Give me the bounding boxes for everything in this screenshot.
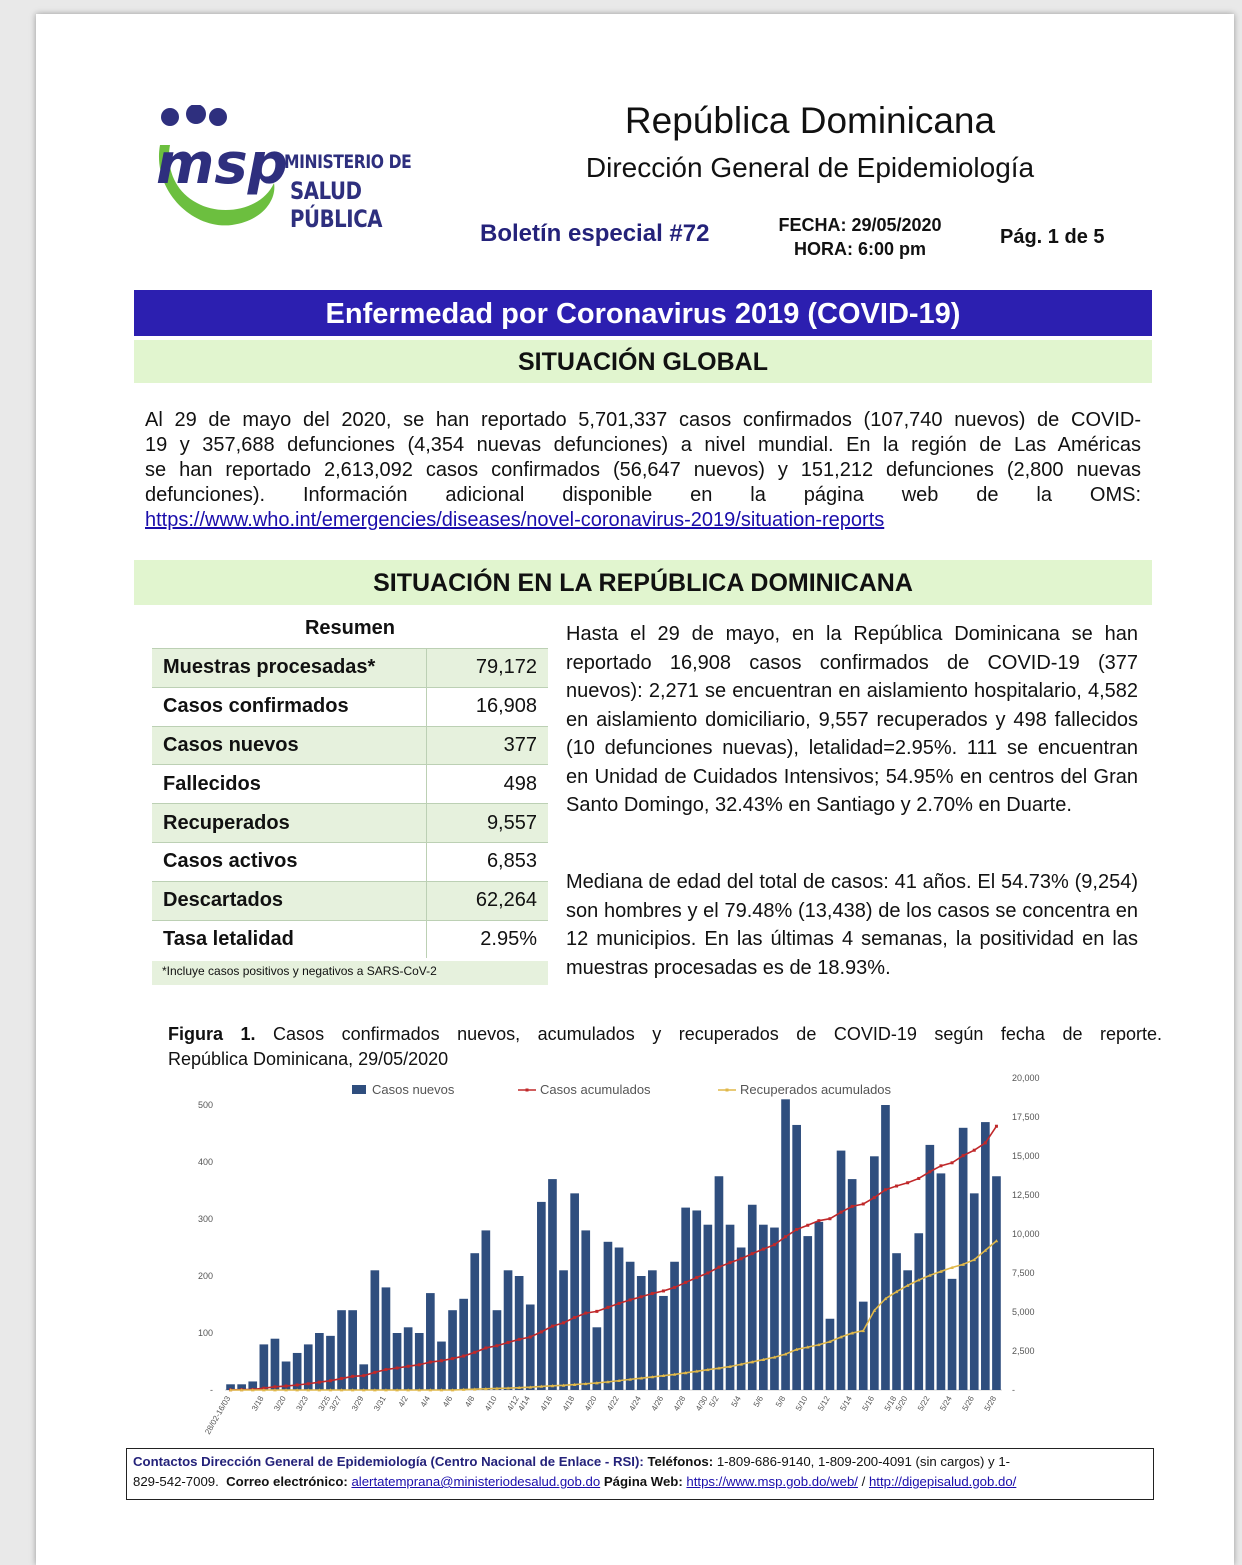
bar: [593, 1327, 602, 1390]
cumulative-point: [373, 1371, 376, 1374]
cumulative-point: [606, 1306, 609, 1309]
x-tick-label: 5/8: [773, 1394, 788, 1409]
table-row: [152, 687, 548, 726]
summary-label: Muestras procesadas*: [152, 649, 427, 688]
table-row: [152, 726, 548, 765]
cumulative-point: [329, 1379, 332, 1382]
x-tick-label: 4/28: [671, 1394, 688, 1413]
cumulative-point: [362, 1374, 365, 1377]
web-link-digepisalud[interactable]: http://digepisalud.gob.do/: [868, 1474, 1017, 1489]
cumulative-point: [939, 1164, 942, 1167]
bar: [870, 1156, 879, 1390]
x-tick-label: 4/12: [505, 1394, 521, 1413]
cumulative-point: [673, 1286, 676, 1289]
x-tick-label: 5/22: [915, 1394, 932, 1413]
legend-label: Recuperados acumulados: [740, 1082, 892, 1097]
bar: [426, 1293, 435, 1390]
bar: [970, 1193, 979, 1390]
cumulative-point: [540, 1330, 543, 1333]
bar: [826, 1319, 835, 1390]
x-tick-label: 4/4: [418, 1394, 433, 1409]
left-tick-label: 100: [197, 1328, 213, 1338]
bar: [903, 1270, 912, 1390]
x-tick-label: 4/30: [693, 1394, 710, 1413]
bar: [260, 1344, 269, 1390]
bar: [482, 1230, 491, 1390]
x-tick-label: 3/20: [272, 1394, 288, 1413]
cumulative-point: [640, 1295, 643, 1298]
bar: [271, 1339, 280, 1390]
bar: [526, 1305, 535, 1391]
cumulative-point: [507, 1341, 510, 1344]
phones-cont: 829-542-7009.: [133, 1474, 219, 1489]
bar: [493, 1310, 502, 1390]
x-tick-label: 4/16: [538, 1394, 555, 1413]
contacts-org: Contactos Dirección General de Epidemiología (Centro Nacional de Enlace - RSI):: [133, 1454, 644, 1469]
msp-logo: [152, 105, 452, 233]
cumulative-point: [817, 1219, 820, 1222]
bar: [937, 1173, 946, 1390]
bar: [959, 1128, 968, 1390]
bar: [881, 1105, 890, 1390]
global-heading: SITUACIÓN GLOBAL: [134, 340, 1152, 383]
summary-value: 6,853: [427, 842, 549, 881]
cumulative-point: [551, 1325, 554, 1328]
figure-label: Figura 1.: [168, 1024, 256, 1044]
logo-line2: SALUD PÚBLICA: [290, 177, 383, 233]
email-link[interactable]: alertatemprana@ministeriodesalud.gob.do: [351, 1474, 601, 1489]
bar: [559, 1270, 568, 1390]
cumulative-point: [629, 1298, 632, 1301]
x-tick-label: 3/18: [249, 1394, 266, 1413]
bar: [648, 1270, 657, 1390]
global-paragraph: [145, 408, 1141, 533]
x-tick-label: 3/25: [316, 1394, 333, 1413]
right-tick-label: 12,500: [1012, 1190, 1040, 1200]
bar: [382, 1287, 391, 1390]
bar: [470, 1253, 479, 1390]
summary-table: [152, 648, 548, 958]
bar: [715, 1176, 724, 1390]
summary-label: Descartados: [152, 881, 427, 920]
summary-label: Casos nuevos: [152, 726, 427, 765]
summary-footnote: *Incluye casos positivos y negativos a SARS-CoV-2: [152, 961, 548, 985]
cumulative-point: [873, 1196, 876, 1199]
cumulative-point: [351, 1375, 354, 1378]
global-line: Al 29 de mayo del 2020, se han reportado 5,701,337 casos confirmados (107,740 nuevos) de COVID-: [145, 409, 1141, 431]
bar: [404, 1327, 413, 1390]
bar: [448, 1310, 457, 1390]
summary-value: 9,557: [427, 804, 549, 843]
cumulative-point: [951, 1161, 954, 1164]
cumulative-point: [740, 1257, 743, 1260]
cumulative-point: [462, 1355, 465, 1358]
right-tick-label: 17,500: [1012, 1112, 1040, 1122]
cumulative-point: [862, 1202, 865, 1205]
cumulative-point: [495, 1344, 498, 1347]
bar: [892, 1253, 901, 1390]
logo-line1: MINISTERIO DE: [284, 151, 412, 173]
bar: [415, 1333, 424, 1390]
cumulative-point: [851, 1205, 854, 1208]
bar: [859, 1302, 868, 1390]
legend-marker: [526, 1089, 529, 1092]
x-tick-label: 3/29: [349, 1394, 366, 1413]
cumulative-point: [584, 1312, 587, 1315]
bar: [637, 1276, 646, 1390]
cumulative-point: [396, 1367, 399, 1370]
left-tick-label: 200: [197, 1271, 213, 1281]
figure-caption-line2: República Dominicana, 29/05/2020: [168, 1049, 449, 1069]
cumulative-point: [840, 1211, 843, 1214]
cumulative-point: [962, 1154, 965, 1157]
cumulative-point: [273, 1385, 276, 1388]
x-tick-label: 3/27: [327, 1394, 344, 1413]
cumulative-point: [695, 1276, 698, 1279]
x-tick-label: 4/6: [440, 1394, 455, 1409]
cumulative-point: [407, 1365, 410, 1368]
bulletin-date: FECHA: 29/05/2020: [778, 215, 942, 235]
right-tick-label: 10,000: [1012, 1229, 1040, 1239]
bar: [770, 1228, 779, 1390]
x-tick-label: 5/4: [729, 1394, 743, 1409]
table-row: [152, 804, 548, 843]
phones-label: Teléfonos:: [647, 1454, 714, 1469]
table-row: [152, 765, 548, 804]
figure-caption-line1: Casos confirmados nuevos, acumulados y recuperados de COVID-19 según fecha de reporte.: [273, 1024, 1162, 1044]
bar: [981, 1122, 990, 1390]
summary-value: 62,264: [427, 881, 549, 920]
bar: [992, 1176, 1001, 1390]
x-tick-label: 4/22: [605, 1394, 621, 1413]
bar: [692, 1210, 701, 1390]
covid-chart: [180, 1068, 1060, 1440]
summary-value: 377: [427, 726, 549, 765]
right-tick-label: 20,000: [1012, 1073, 1040, 1083]
cumulative-point: [928, 1170, 931, 1173]
x-tick-label: 4/8: [463, 1394, 477, 1409]
cumulative-point: [773, 1243, 776, 1246]
bar: [781, 1099, 790, 1390]
legend-swatch: [352, 1085, 366, 1094]
web-link-msp[interactable]: https://www.msp.gob.do/web/: [686, 1474, 858, 1489]
table-row: [152, 842, 548, 881]
banner-title: Enfermedad por Coronavirus 2019 (COVID-19): [134, 290, 1152, 336]
cumulative-point: [429, 1361, 432, 1364]
cumulative-point: [984, 1141, 987, 1144]
cumulative-point: [595, 1310, 598, 1313]
bulletin-datetime: [760, 213, 960, 261]
cumulative-point: [729, 1261, 732, 1264]
right-tick-label: 2,500: [1012, 1346, 1035, 1356]
legend-marker: [726, 1089, 729, 1092]
summary-value: 79,172: [427, 649, 549, 688]
cumulative-point: [529, 1336, 532, 1339]
cumulative-point: [518, 1338, 521, 1341]
legend-label: Casos acumulados: [540, 1082, 651, 1097]
x-tick-label: 5/6: [751, 1394, 766, 1409]
bar: [615, 1248, 624, 1391]
x-tick-label: 5/16: [860, 1394, 877, 1413]
bar: [626, 1262, 635, 1390]
table-row: [152, 920, 548, 958]
header-country: República Dominicana: [624, 100, 996, 141]
cumulative-point: [384, 1368, 387, 1371]
bar: [459, 1299, 468, 1390]
figure-caption: [168, 1022, 1162, 1072]
bar: [803, 1236, 812, 1390]
cumulative-point: [784, 1235, 787, 1238]
bar: [681, 1208, 690, 1390]
bar: [359, 1364, 368, 1390]
summary-value: 2.95%: [427, 920, 549, 958]
dr-paragraph-1: Hasta el 29 de mayo, en la República Dominicana se han reportado 16,908 casos confirmados de COVID-19 (377 nuevos): 2,271 se encuentran en aislamiento hospitalario, 4,582 en aislamiento domiciliario, 9,557 recuperados y 498 fallecidos (10 defunciones nuevas), letalidad=2.95%. 111 se encuentran en Unidad de Cuidados Intensivos; 54.95% en centros del Gran Santo Domingo, 32.43% en Santiago y 2.70% en Duarte.: [566, 623, 1138, 816]
page-number: Pág. 1 de 5: [1000, 226, 1105, 248]
bar: [581, 1230, 590, 1390]
left-tick-label: 400: [197, 1157, 213, 1167]
bar: [548, 1179, 557, 1390]
right-tick-label: -: [1012, 1385, 1015, 1395]
x-tick-label: 5/10: [793, 1394, 810, 1413]
x-tick-label: 4/10: [483, 1394, 499, 1413]
dr-paragraph-2: Mediana de edad del total de casos: 41 años. El 54.73% (9,254) son hombres y el 79.48% (13,438) de los casos se concentra en 12 municipios. En las últimas 4 semanas, la positividad en las muestras procesadas es de 18.93%.: [566, 871, 1138, 979]
x-tick-label: 5/24: [938, 1394, 954, 1413]
bar: [837, 1151, 846, 1390]
global-line: defunciones). Información adicional disponible en la página web de la OMS:: [145, 484, 1141, 506]
bar: [348, 1310, 357, 1390]
x-tick-label: 5/12: [816, 1394, 832, 1413]
x-tick-label: 5/26: [960, 1394, 976, 1413]
cumulative-point: [418, 1363, 421, 1366]
cumulative-point: [296, 1384, 299, 1387]
bar: [704, 1225, 713, 1390]
bar: [670, 1262, 679, 1390]
bar: [515, 1276, 524, 1390]
who-link[interactable]: https://www.who.int/emergencies/diseases/novel-coronavirus-2019/situation-reports: [145, 509, 885, 531]
bar: [604, 1242, 613, 1390]
cumulative-point: [973, 1149, 976, 1152]
cumulative-point: [917, 1177, 920, 1180]
bar: [537, 1202, 546, 1390]
global-line: se han reportado 2,613,092 casos confirmados (56,647 nuevos) y 151,212 defunciones (2,800 nuevas: [145, 459, 1141, 481]
left-tick-label: -: [210, 1385, 213, 1395]
bar: [948, 1279, 957, 1390]
cumulative-point: [285, 1385, 288, 1388]
cumulative-point: [618, 1302, 621, 1305]
x-tick-label: 5/20: [893, 1394, 910, 1413]
x-tick-label: 28/02-16/03: [203, 1394, 233, 1436]
cumulative-point: [906, 1181, 909, 1184]
x-tick-label: 4/14: [516, 1394, 532, 1413]
cumulative-point: [995, 1125, 998, 1128]
summary-label: Tasa letalidad: [152, 920, 427, 958]
x-tick-label: 3/23: [294, 1394, 310, 1413]
bar: [393, 1333, 402, 1390]
cumulative-point: [662, 1289, 665, 1292]
x-tick-label: 5/28: [982, 1394, 999, 1413]
summary-value: 498: [427, 765, 549, 804]
x-tick-label: 4/2: [396, 1394, 410, 1409]
cumulative-point: [795, 1228, 798, 1231]
cumulative-point: [884, 1188, 887, 1191]
cumulative-point: [651, 1292, 654, 1295]
cumulative-point: [806, 1224, 809, 1227]
summary-label: Casos confirmados: [152, 687, 427, 726]
legend-label: Casos nuevos: [372, 1082, 455, 1097]
cumulative-point: [307, 1382, 310, 1385]
cumulative-point: [484, 1346, 487, 1349]
right-tick-label: 5,000: [1012, 1307, 1035, 1317]
x-tick-label: 5/14: [838, 1394, 854, 1413]
summary-label: Casos activos: [152, 842, 427, 881]
summary-label: Recuperados: [152, 804, 427, 843]
x-tick-label: 3/31: [372, 1394, 388, 1413]
cumulative-point: [762, 1248, 765, 1251]
cumulative-point: [562, 1321, 565, 1324]
dr-heading: SITUACIÓN EN LA REPÚBLICA DOMINICANA: [134, 560, 1152, 605]
phones: 1-809-686-9140, 1-809-200-4091 (sin cargos) y 1-: [716, 1454, 1011, 1469]
svg-text:msp: msp: [156, 132, 288, 197]
bar: [570, 1193, 579, 1390]
global-line: 19 y 357,688 defunciones (4,354 nuevas defunciones) a nivel mundial. En la región de Las Américas: [145, 434, 1141, 456]
summary-title: Resumen: [304, 617, 396, 639]
bar: [815, 1222, 824, 1390]
bar: [848, 1179, 857, 1390]
web-separator: /: [861, 1474, 866, 1489]
x-tick-label: 4/26: [649, 1394, 666, 1413]
cumulative-point: [706, 1272, 709, 1275]
cumulative-point: [440, 1359, 443, 1362]
cumulative-point: [684, 1281, 687, 1284]
bar: [737, 1248, 746, 1391]
contacts-box: [126, 1448, 1154, 1500]
bar: [437, 1342, 446, 1390]
bar: [926, 1145, 935, 1390]
left-tick-label: 300: [197, 1214, 213, 1224]
x-tick-label: 4/20: [582, 1394, 599, 1413]
x-tick-label: 5/2: [707, 1394, 721, 1409]
x-tick-label: 5/18: [882, 1394, 899, 1413]
cumulative-point: [340, 1377, 343, 1380]
bulletin-time: HORA: 6:00 pm: [793, 239, 927, 259]
cumulative-point: [895, 1185, 898, 1188]
x-tick-label: 4/24: [627, 1394, 643, 1413]
cumulative-point: [717, 1266, 720, 1269]
right-tick-label: 7,500: [1012, 1268, 1035, 1278]
cumulative-point: [318, 1381, 321, 1384]
summary-label: Fallecidos: [152, 765, 427, 804]
bar: [914, 1233, 923, 1390]
cumulative-point: [751, 1252, 754, 1255]
bar: [504, 1270, 513, 1390]
msp-logo-icon: [152, 105, 292, 230]
web-label: Página Web:: [603, 1474, 683, 1489]
cumulative-point: [828, 1217, 831, 1220]
table-row: [152, 881, 548, 920]
right-tick-label: 15,000: [1012, 1151, 1040, 1161]
table-row: [152, 649, 548, 688]
cumulative-point: [473, 1351, 476, 1354]
summary-value: 16,908: [427, 687, 549, 726]
email-label: Correo electrónico:: [226, 1474, 348, 1489]
bulletin-number: Boletín especial #72: [480, 220, 710, 247]
x-tick-label: 4/18: [560, 1394, 577, 1413]
header-department: Dirección General de Epidemiología: [585, 152, 1035, 183]
cumulative-point: [451, 1357, 454, 1360]
cumulative-point: [573, 1316, 576, 1319]
left-tick-label: 500: [197, 1100, 213, 1110]
